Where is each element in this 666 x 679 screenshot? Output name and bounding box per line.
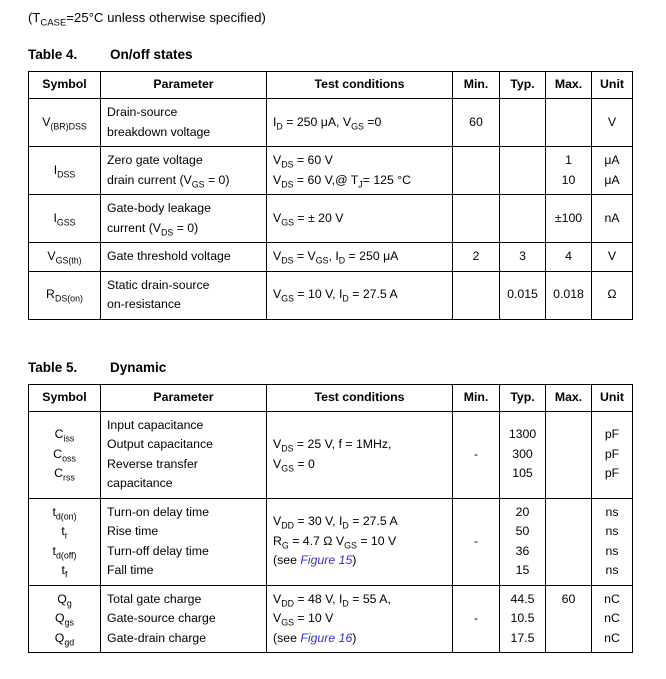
column-header: Symbol xyxy=(29,72,101,99)
cell-unit: nC nC nC xyxy=(592,585,633,653)
cell-conditions: $I_D = 250$ μA, $V_{GS} =0$ xyxy=(267,99,453,147)
column-header: Typ. xyxy=(500,384,546,411)
table-block xyxy=(28,360,638,654)
cell-max: 1 10 xyxy=(546,147,592,195)
cell-parameter: Static drain-source on-resistance xyxy=(101,271,267,319)
spec-table xyxy=(28,71,633,320)
cell-min xyxy=(453,195,500,243)
cell-max xyxy=(546,498,592,585)
cell-max: 60 xyxy=(546,585,592,653)
cell-unit: Ω xyxy=(592,271,633,319)
cell-unit: nA xyxy=(592,195,633,243)
cell-conditions: $V_{DS} = 25$ V, f = 1MHz, $V_{GS} = 0$ xyxy=(267,411,453,498)
cell-max xyxy=(546,411,592,498)
conditions-note: ($T_{CASE}=25^\circ C$ unless otherwise specified) xyxy=(28,10,266,28)
cell-conditions: $V_{GS} = 10$ V, $I_D = 27.5$ A xyxy=(267,271,453,319)
cell-conditions: $V_{DD} = 48$ V, $I_D = 55$ A, $V_{GS} = 10$ V (see Figure 16) xyxy=(267,585,453,653)
spec-table xyxy=(28,384,633,654)
tables-container xyxy=(28,47,638,653)
column-header: Unit xyxy=(592,72,633,99)
table-label: Table 4. xyxy=(28,47,78,62)
cell-parameter: Drain-source breakdown voltage xyxy=(101,99,267,147)
header-row xyxy=(29,72,633,99)
table-row xyxy=(29,271,633,319)
table-row xyxy=(29,195,633,243)
cell-typ xyxy=(500,195,546,243)
column-header: Symbol xyxy=(29,384,101,411)
cell-symbol: $V_{(BR)DSS}$ xyxy=(29,99,101,147)
cell-min: 60 xyxy=(453,99,500,147)
cell-symbol: $t_{d(on)}$ $t_r$ $t_{d(off)}$ $t_f$ xyxy=(29,498,101,585)
table-block xyxy=(28,47,638,320)
table-row xyxy=(29,99,633,147)
cell-symbol: $V_{GS(th)}$ xyxy=(29,243,101,272)
cell-min xyxy=(453,147,500,195)
column-header: Max. xyxy=(546,384,592,411)
cell-conditions: $V_{GS}$ = ± 20 V xyxy=(267,195,453,243)
header-row xyxy=(29,384,633,411)
cell-parameter: Total gate charge Gate-source charge Gate-drain charge xyxy=(101,585,267,653)
table-label: Table 5. xyxy=(28,359,78,375)
column-header: Max. xyxy=(546,72,592,99)
table-title: On/off states xyxy=(110,47,193,62)
cell-symbol: $C_{iss}$ $C_{oss}$ $C_{rss}$ xyxy=(29,411,101,498)
column-header: Typ. xyxy=(500,72,546,99)
cell-conditions: $V_{DS} = 60$ V $V_{DS} = 60$ V,@ $T_J= 125$ °C xyxy=(267,147,453,195)
table-title: Dynamic xyxy=(110,359,167,375)
cell-typ xyxy=(500,99,546,147)
cell-min: - xyxy=(453,411,500,498)
cell-min: - xyxy=(453,585,500,653)
cell-parameter: Gate-body leakage current $(V_{DS} = 0)$ xyxy=(101,195,267,243)
cell-symbol: $I_{GSS}$ xyxy=(29,195,101,243)
column-header: Min. xyxy=(453,72,500,99)
cell-max xyxy=(546,99,592,147)
column-header: Unit xyxy=(592,384,633,411)
cell-max: 0.018 xyxy=(546,271,592,319)
cell-parameter: Input capacitance Output capacitance Reverse transfer capacitance xyxy=(101,411,267,498)
cell-conditions: $V_{DS} = V_{GS}$, $I_D = 250$ μA xyxy=(267,243,453,272)
cell-symbol: $R_{DS(on)}$ xyxy=(29,271,101,319)
cell-min: - xyxy=(453,498,500,585)
cell-typ: 20 50 36 15 xyxy=(500,498,546,585)
cell-typ: 44.5 10.5 17.5 xyxy=(500,585,546,653)
cell-min xyxy=(453,271,500,319)
cell-typ: 0.015 xyxy=(500,271,546,319)
column-header: Test conditions xyxy=(267,72,453,99)
cell-unit: pF pF pF xyxy=(592,411,633,498)
cell-symbol: $Q_g$ $Q_{gs}$ $Q_{gd}$ xyxy=(29,585,101,653)
cell-typ: 3 xyxy=(500,243,546,272)
table-row xyxy=(29,147,633,195)
table-caption xyxy=(28,47,638,62)
cell-symbol: $I_{DSS}$ xyxy=(29,147,101,195)
column-header: Test conditions xyxy=(267,384,453,411)
figure-link[interactable]: Figure 16 xyxy=(300,630,353,645)
cell-parameter: Turn-on delay time Rise time Turn-off delay time Fall time xyxy=(101,498,267,585)
cell-min: 2 xyxy=(453,243,500,272)
figure-link[interactable]: Figure 15 xyxy=(300,553,353,568)
column-header: Min. xyxy=(453,384,500,411)
table-row xyxy=(29,243,633,272)
cell-parameter: Zero gate voltage drain current $(V_{GS} = 0)$ xyxy=(101,147,267,195)
cell-parameter: Gate threshold voltage xyxy=(101,243,267,272)
cell-unit: ns ns ns ns xyxy=(592,498,633,585)
table-caption xyxy=(28,360,638,375)
cell-unit: μA μA xyxy=(592,147,633,195)
cell-conditions: $V_{DD} = 30$ V, $I_D = 27.5$ A $R_G = 4.7$ Ω $V_{GS} = 10$ V (see Figure 15) xyxy=(267,498,453,585)
column-header: Parameter xyxy=(101,72,267,99)
column-header: Parameter xyxy=(101,384,267,411)
cell-max: 4 xyxy=(546,243,592,272)
cell-max: ±100 xyxy=(546,195,592,243)
cell-unit: V xyxy=(592,243,633,272)
cell-typ: 1300 300 105 xyxy=(500,411,546,498)
cell-unit: V xyxy=(592,99,633,147)
table-row xyxy=(29,411,633,498)
table-row xyxy=(29,498,633,585)
cell-typ xyxy=(500,147,546,195)
table-row xyxy=(29,585,633,653)
